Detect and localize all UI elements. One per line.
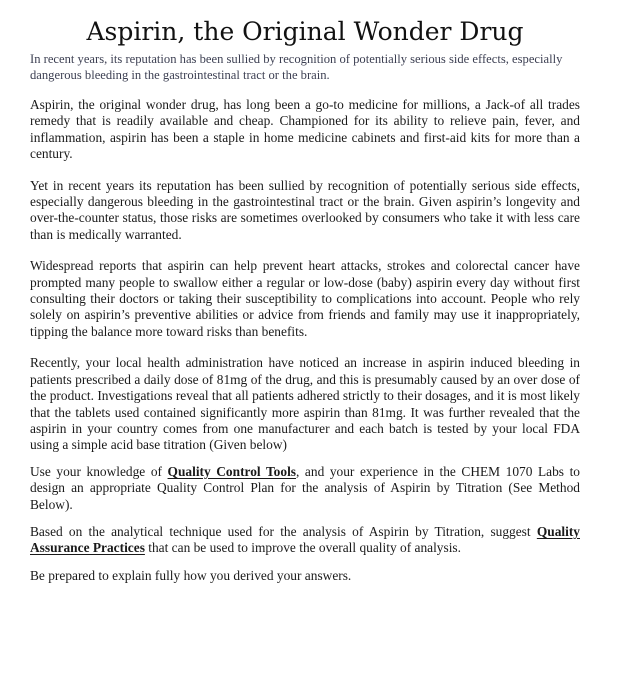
paragraph-closing-instruction: Be prepared to explain fully how you derived your answers. [30, 567, 352, 583]
quality-assurance-practices-emphasis: Quality Assurance Practices [30, 523, 580, 556]
paragraph-side-effects: Yet in recent years its reputation has been sullied by recognition of potentially serious side effects, especially dangerous bleeding in the gastrointestinal tract or the brain. Given aspirin’s longevity and over-the-counter status, those risks are sometimes overlooked by consumers who take it with less care than is medically warranted. [30, 177, 580, 242]
paragraph-intro: Aspirin, the original wonder drug, has long been a go-to medicine for millions, a Jack-of all trades remedy that is readily available and cheap. Championed for its ability to relieve pain, fever, and inflammation, aspirin has been a staple in home medicine cabinets and first-aid kits for more than a century. [30, 97, 580, 162]
text-segment: Use your knowledge of [30, 463, 168, 479]
paragraph-quality-control-task [30, 464, 580, 513]
paragraph-investigation: Recently, your local health administration have noticed an increase in aspirin induced bleeding in patients prescribed a daily dose of 81mg of the drug, and this is presumably caused by an over dose of the product. Investigations reveal that all patients adhered strictly to their dosages, and it is most likely that the tablets used contained significantly more aspirin than 81mg. It was further revealed that the aspirin in your country comes from one manufacturer and each batch is tested by your local FDA using a simple acid base titration (Given below) [30, 355, 580, 453]
text-segment: , and your experience in the CHEM 1070 Labs to design an appropriate Quality Control Plan for the analysis of Aspirin by Titration (See Method Below). [30, 463, 581, 512]
paragraph-quality-assurance-task [30, 524, 580, 557]
page-title: Aspirin, the Original Wonder Drug [86, 17, 524, 46]
text-segment: that can be used to improve the overall quality of analysis. [144, 540, 461, 556]
quality-control-tools-emphasis: Quality Control Tools [167, 463, 297, 479]
paragraph-widespread-use: Widespread reports that aspirin can help prevent heart attacks, strokes and colorectal cancer have prompted many people to swallow either a regular or low-dose (baby) aspirin every day without first consulting their doctors or taking their susceptibility to complications into account. People who rely solely on aspirin’s preventive abilities or advice from friends and family may use it inappropriately, tipping the balance more toward risks than benefits. [30, 258, 580, 339]
text-segment: Based on the analytical technique used for the analysis of Aspirin by Titration, suggest [30, 523, 537, 539]
page-subtitle: In recent years, its reputation has been sullied by recognition of potentially serious side effects, especially dangerous bleeding in the gastrointestinal tract or the brain. [30, 52, 563, 82]
